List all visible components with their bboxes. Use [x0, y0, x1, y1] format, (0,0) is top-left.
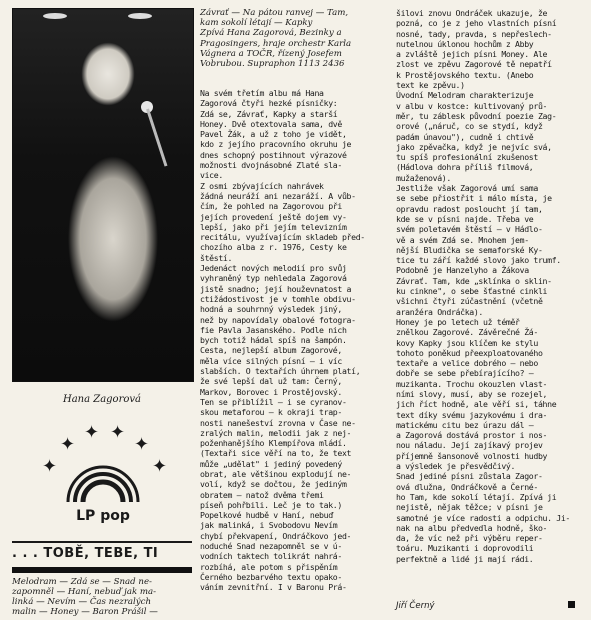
star-icon: ✦ — [42, 456, 58, 477]
star-icon: ✦ — [60, 434, 76, 455]
tracklist: Melodram — Zdá se — Snad ne- zapomněl — Haní, nebuď jak ma- linká — Nevím — Čas nezralých malin — Honey — Baron Prášil — — [12, 577, 158, 617]
album-title: . . . TOBĚ, TEBE, TI — [12, 546, 159, 561]
microphone-stand — [146, 109, 167, 167]
stage-light-icon — [128, 13, 152, 19]
star-icon: ✦ — [152, 456, 168, 477]
author-signature: Jiří Černý — [396, 601, 435, 611]
singer-photo — [12, 8, 194, 382]
end-mark — [568, 601, 575, 608]
review-column-2: šilovi znovu Ondráček ukazuje, že pozná, co je z jeho vlastních písní nosné, tady, pravda, s nepřeslech- nutelnou úklonou hochům z Abby a zvláště jejich písni Money. Ale zlost ve zpěvu Zagorové tě nepatří k Prostějovského textu. (Anebo text ke zpěvu.) Úvodní Melodram charakterizuje v albu v kostce: kultivovaný prů- měr, tu záblesk původní poezie Zag- orové („náruč, co se stydí, když padám únavou"), cudně i chtivě jako zpěvačka, když je nejvíc svá, tu spíš profesionální zkušenost (Hádlova dohra příliš filmová, mužaženová). Jestliže však Zagorová umí sama se sebe přiostřit i málo místa, je opravdu radost posloucht jí tam, kde se v písni najde. Třeba ve svém poletavém štěstí — v Hádlo- vě a svém Zdá se. Mnohem jem- nější Bludička se semaforské Ky- tice tu září každé slovo jako trumf. Podobně je Hanzelyho a Žákova Závrať. Tam, kde „sklínka o sklin- ku cinkne", o sebe šťastné cinkli všichni čtyři zúčastnění (včetně aranžéra Ondráčka). Honey je po letech už téměř znělkou Zagorové. Závěrečné Žá- kovy Kapky jsou klíčem ke stylu tohoto poněkud přeexploatovaného textaře a velice dobrého — nebo dobře se sebe přebírajícího? — muzikanta. Trochu okouzlen vlast- ními slovy, musí, aby se rozejel, jich říct hodně, ale věří si, táhne text díky svému jazykovému i dra- matickému citu bez úrazu dál — a Zagorová dostává prostor i nos- nou náladu. Její zajíkavý projev příjemně šansonově volnosti hudby a výsledek je přesvědčivý. Snad jediné písni zůstala Zagor- ová dlužna, Ondráčkově a Černé- ho Tam, kde sokolí létají. Zpívá ji nejistě, nějak těžce; v písni je samotné je více radosti a odpichu. Ji- nak na albu předvedla hodně, ško- da, že víc než při výběru reper- toáru. Muzikanti i doprovodili perfektně a lidé ji mají rádi. — [396, 8, 571, 564]
divider — [12, 541, 192, 543]
star-icon: ✦ — [84, 422, 100, 443]
lp-pop-logo — [14, 418, 192, 546]
photo-caption: Hana Zagorová — [62, 394, 141, 405]
divider-bar — [12, 567, 192, 573]
star-icon: ✦ — [110, 422, 126, 443]
review-column-1: Na svém třetím albu má Hana Zagorová čtyři hezké písničky: Zdá se, Závrať, Kapky a starší Honey. Dvě otextovala sama, dvě Pavel Žák, a už z toho je vidět, kdo z jejího pracovního okruhu je dnes schopný postihnout výrazové možnosti dvojnásobné Zlaté sla- vice. Z osmi zbývajících nahrávek žádná neuráží ani nezaráží. A vůb- čím, že pohled na Zagorovou při jejích provedení ještě dojem vy- lepší, jako při jejím televizním recitálu, využívajícím skladeb před- chozího alba z r. 1976, Cesty ke štěstí. Jedenáct nových melodií pro svůj vyhraněný typ nehledala Zagorová jistě snadno; její houževnatost a ctižádostivost je v tomhle obdivu- hodná a souhrnný výsledek jiný, než by napovídaly obalové fotogra- fie Pavla Jasanského. Podle nich bych totiž hádal spíš na šampón. Cesta, nejlepší album Zagorové, měla více silných písní — i víc slabších. O textařích úhrnem platí, že své lepší dal už tam: Černý, Markov, Borovec i Prostějovský. Ten se přiblížil — i se cyranov- skou metaforou — k okraji trap- nosti nanešeství zrovna v Čase ne- zralých malin, melodii jak z nej- poženhanějšího Klempířova mládí. (Textaři sice věří na to, že text může „udělat" i jediný povedený obrat, ale většinou explodují ne- volí, když se dočtou, že jediným obratem — natož dvěma třemi píseň pohřbili. Leč je to tak.) Popelkové hudbě v Haní, nebuď jak malinká, i Svobodovu Nevím chybí překvapení, Ondráčkovo jed- noduché Snad nezapomněl se v ú- vodních taktech tolikrát nahrá- rozbíhá, ale potom s přispěním Černého bezbarvého textu opako- váním zevnitřní. I v Baronu Prá- — [200, 88, 365, 593]
lp-pop-label: LP pop — [76, 508, 130, 524]
album-info: Závrať — Na pátou ranvej — Tam, kam sokolí létají — Kapky Zpívá Hana Zagorová, Bezinky a Pragosingers, hraje orchestr Karla Vágnera a TOČR, řízený Josefem Vobrubou. Supraphon 1113 2436 — [200, 8, 352, 70]
star-icon: ✦ — [134, 434, 150, 455]
stage-light-icon — [43, 13, 67, 19]
